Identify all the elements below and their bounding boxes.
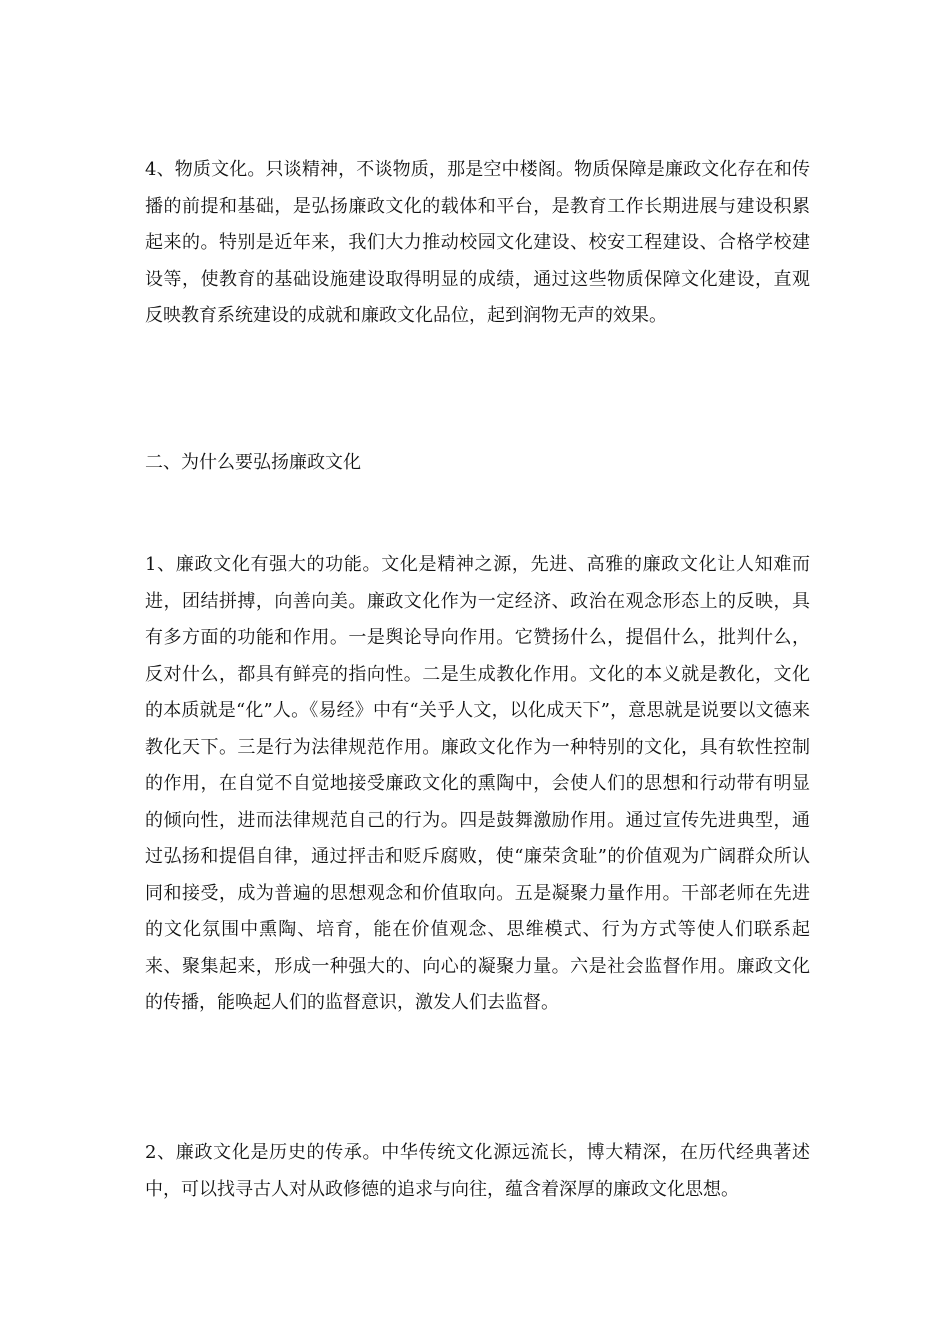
paragraph-functions: 1、廉政文化有强大的功能。文化是精神之源，先进、高雅的廉政文化让人知难而进，团结拼搏，向善向美。廉政文化作为一定经济、政治在观念形态上的反映，具有多方面的功能和作用。一是舆论导向作用。它赞扬什么，提倡什么，批判什么，反对什么，都具有鲜亮的指向性。二是生成教化作用。文化的本义就是教化，文化的本质就是“化”人。《易经》中有“关乎人文，以化成天下”，意思就是说要以文德来教化天下。三是行为法律规范作用。廉政文化作为一种特别的文化，具有软性控制的作用，在自觉不自觉地接受廉政文化的熏陶中，会使人们的思想和行动带有明显的倾向性，进而法律规范自己的行为。四是鼓舞激励作用。通过宣传先进典型，通过弘扬和提倡自律，通过抨击和贬斥腐败，使“廉荣贪耻”的价值观为广阔群众所认同和接受，成为普遍的思想观念和价值取向。五是凝聚力量作用。干部老师在先进的文化氛围中熏陶、培育，能在价值观念、思维模式、行为方式等使人们联系起来、聚集起来，形成一种强大的、向心的凝聚力量。六是社会监督作用。廉政文化的传播，能唤起人们的监督意识，激发人们去监督。	[145, 554, 810, 1013]
paragraph-historical-heritage: 2、廉政文化是历史的传承。中华传统文化源远流长，博大精深，在历代经典著述中，可以找寻古人对从政修德的追求与向往，蕴含着深厚的廉政文化思想。	[145, 1142, 810, 1200]
paragraph-material-culture: 4、物质文化。只谈精神，不谈物质，那是空中楼阁。物质保障是廉政文化存在和传播的前提和基础，是弘扬廉政文化的载体和平台，是教育工作长期进展与建设积累起来的。特别是近年来，我们大力推动校园文化建设、校安工程建设、合格学校建设等，使教育的基础设施建设取得明显的成绩，通过这些物质保障文化建设，直观反映教育系统建设的成就和廉政文化品位，起到润物无声的效果。	[145, 159, 810, 326]
section-heading-why-promote: 二、为什么要弘扬廉政文化	[145, 452, 361, 473]
